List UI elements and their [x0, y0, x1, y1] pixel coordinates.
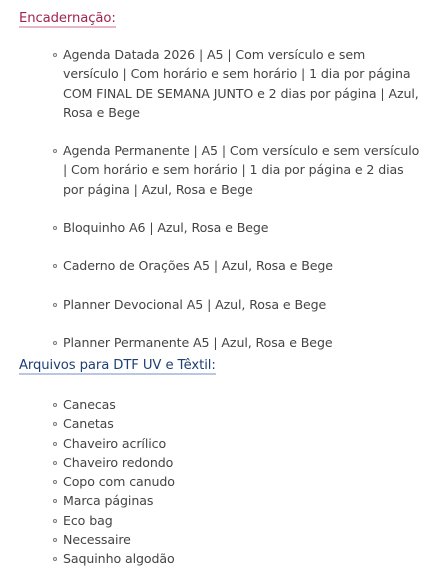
list-item-text: Planner Devocional A5 | Azul, Rosa e Bege: [63, 296, 327, 312]
section-heading-text: Encadernação:: [19, 11, 116, 26]
list-item: [50, 256, 420, 275]
bullet-icon: [53, 264, 57, 268]
list-item: [50, 45, 420, 122]
bullet-icon: [53, 53, 57, 57]
list-item: [50, 141, 420, 199]
bullet-icon: [53, 519, 57, 523]
section-heading-encadernacao: [19, 10, 116, 27]
list-item-text: Necessaire: [63, 532, 131, 548]
encadernacao-list: [50, 45, 420, 371]
bullet-icon: [53, 499, 57, 503]
list-item-text: Eco bag: [63, 512, 113, 528]
list-item: [50, 530, 420, 549]
list-item: [50, 218, 420, 237]
list-item: [50, 453, 420, 472]
bullet-icon: [53, 341, 57, 345]
bullet-icon: [53, 442, 57, 446]
list-item-text: Canetas: [63, 416, 114, 432]
list-item-text: Copo com canudo: [63, 474, 175, 490]
list-item: [50, 434, 420, 453]
section-heading-text: Arquivos para DTF UV e Têxtil:: [19, 358, 216, 373]
bullet-icon: [53, 461, 57, 465]
list-item-text: Saquinho algodão: [63, 551, 175, 567]
list-item-text: Bloquinho A6 | Azul, Rosa e Bege: [63, 220, 269, 236]
list-item: [50, 472, 420, 491]
list-item-text: Planner Permanente A5 | Azul, Rosa e Bege: [63, 334, 333, 350]
bullet-icon: [53, 480, 57, 484]
list-item: [50, 549, 420, 568]
bullet-icon: [53, 303, 57, 307]
list-item-text: Agenda Permanente | A5 | Com versículo e sem versículo | Com horário e sem horário | 1 dia por página e 2 dias por página | Azul, Rosa e Bege: [63, 143, 420, 197]
bullet-icon: [53, 422, 57, 426]
bullet-icon: [53, 149, 57, 153]
list-item: [50, 491, 420, 510]
bullet-icon: [53, 538, 57, 542]
list-item: [50, 414, 420, 433]
bullet-icon: [53, 557, 57, 561]
bullet-icon: [53, 403, 57, 407]
bullet-icon: [53, 226, 57, 230]
list-item: [50, 333, 420, 352]
list-item-text: Chaveiro acrílico: [63, 435, 167, 451]
list-item-text: Chaveiro redondo: [63, 454, 174, 470]
list-item-text: Canecas: [63, 397, 116, 412]
list-item-text: Caderno de Orações A5 | Azul, Rosa e Bege: [63, 258, 333, 274]
list-item-text: Marca páginas: [63, 493, 154, 509]
arquivos-dtf-list: [50, 395, 420, 569]
list-item: [50, 295, 420, 314]
list-item: [50, 395, 420, 414]
section-heading-arquivos-dtf: [19, 357, 216, 374]
list-item: [50, 511, 420, 530]
list-item-text: Agenda Datada 2026 | A5 | Com versículo e sem versículo | Com horário e sem horário | 1 dia por página COM FINAL DE SEMANA JUNTO e 2 dias por página | Azul, Rosa e Bege: [63, 47, 419, 120]
